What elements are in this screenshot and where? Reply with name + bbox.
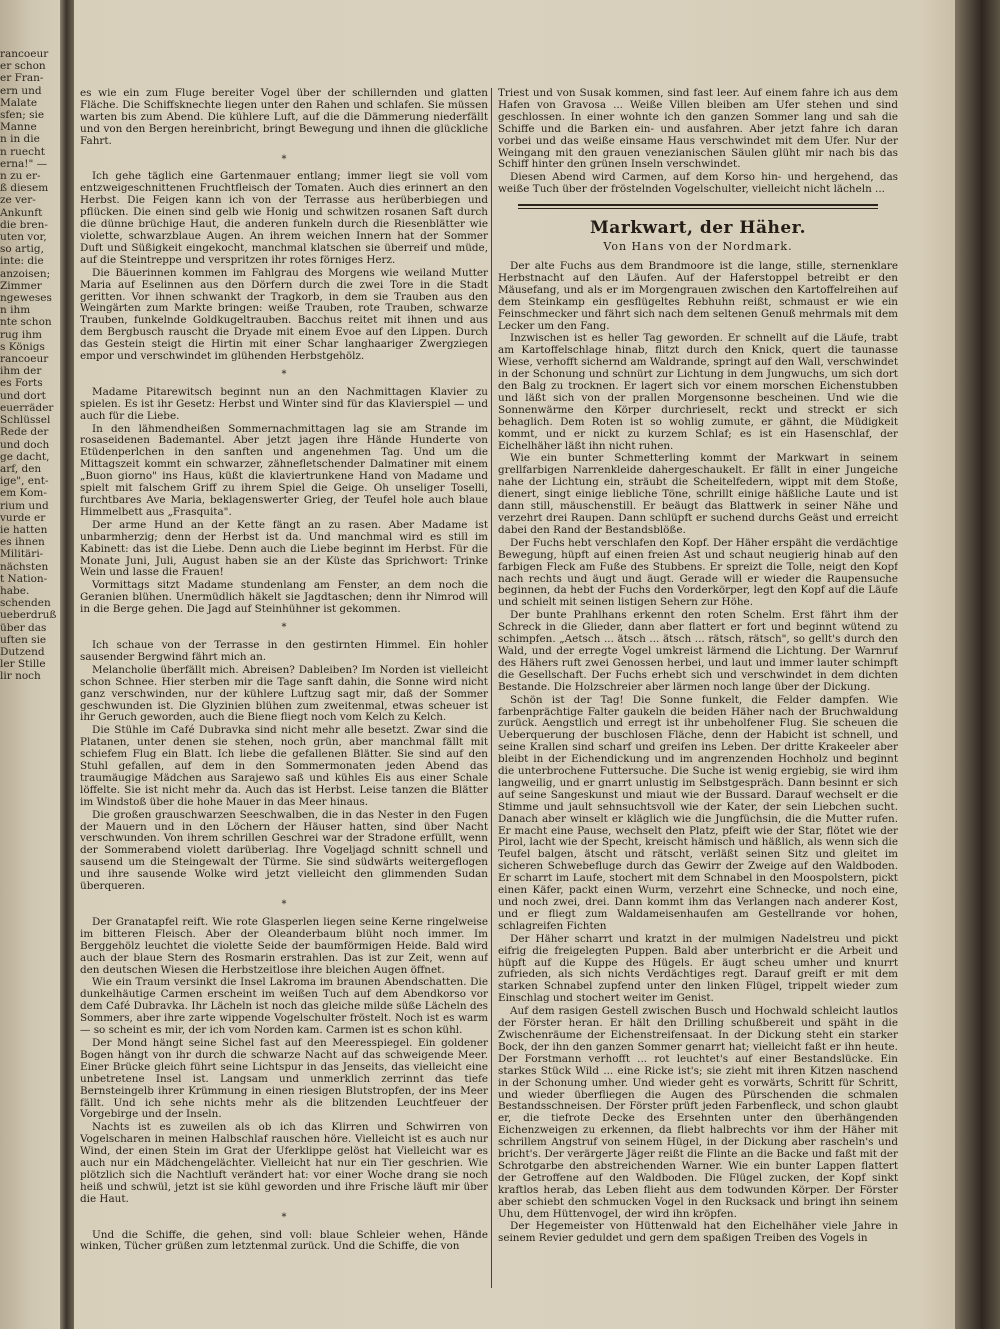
- sliver-line: inte: die: [0, 255, 44, 268]
- previous-page-sliver: [0, 48, 58, 1248]
- sliver-line: n ihm: [0, 304, 31, 317]
- paragraph: Der Fuchs hebt verschlafen den Kopf. Der Häher erspäht die verdächtige Bewegung, hüpft auf einen freien Ast und schaut neugierig hinab auf den farbigen Fleck am Fuße des Stubbens. Er spreizt die Tolle, neigt den Kopf nach rechts und äugt und äugt. Gerade will er wieder die Raupensuche beginnen, da hebt der Fuchs den Vorderkörper, legt den Kopf auf die Läufe und schielt mit seinen listigen Sehern zur Höhe.: [498, 536, 898, 609]
- sliver-line: sfen; sie: [0, 109, 45, 122]
- paragraph: Der Mond hängt seine Sichel fast auf den Meeresspiegel. Ein goldener Bogen hängt von ihr durch die schwarze Nacht auf das schweigende Meer. Einer Brücke gleich führt seine Lichtspur in das Jenseits, das vielleicht eine unbetretene Insel ist. Langsam und unmerklich zerrinnt das tiefe Bernsteingelb ihrer Krümmung in einen riesigen Blutstropfen, der ins Meer fällt. Und ich sehe nichts mehr als die blitzenden Leuchtfeuer der Vorgebirge und der Inseln.: [80, 1036, 488, 1121]
- sliver-line: Ankunft: [0, 206, 43, 219]
- sliver-line: uten vor,: [0, 231, 47, 244]
- title-rule: [518, 204, 878, 209]
- sliver-line: Zimmer: [0, 279, 42, 292]
- sliver-line: anzoisen;: [0, 267, 51, 280]
- sliver-line: s Königs: [0, 340, 45, 353]
- sliver-line: uften sie: [0, 633, 47, 646]
- sliver-line: ge dacht,: [0, 450, 50, 463]
- sliver-line: ß diesem: [0, 182, 49, 195]
- sliver-line: vurde er: [0, 511, 46, 524]
- sliver-line: nächsten: [0, 560, 49, 573]
- sliver-line: über das: [0, 621, 47, 634]
- sliver-line: rancoeur: [0, 48, 49, 60]
- paragraph: Schön ist der Tag! Die Sonne funkelt, die Felder dampfen. Wie farbenprächtige Falter gaukeln die beiden Häher nach der Bruchwaldung zurück. Aengstlich und erregt ist ihr unbeholfener Flug. Sie scheuen die Ueberquerung der buschlosen Fläche, denn der Habicht ist schnell, und seine Krallen sind scharf und greifen ins Leben. Der dritte Krakeeler aber bleibt in der Eichendickung und im angrenzenden Hochholz und beginnt die unterbrochene Futtersuche. Die Suche ist wenig ergiebig, sie wird ihm langweilig, und er gnarrt unlustig im Selbstgespräch. Dann besinnt er sich auf seine Sangeskunst und miaut wie der Bussard. Darauf wechselt er die Stimme und jault sehnsuchtsvoll wie der Kater, der sein Liebchen sucht. Danach aber winselt er kläglich wie die Jungfüchsin, die die Mutter rufen. Er macht eine Pause, wechselt den Platz, pfeift wie der Star, flötet wie der Pirol, lacht wie der Specht, kreischt hämisch und häßlich, als wenn sich die Teufel balgen, ätscht und rätscht, verläßt seinen Sitz und gleitet im sicheren Schwebefluge durch das Gewirr der Zweige auf den Waldboden. Er scharrt im Laufe, stochert mit dem Schnabel in den Moospolstern, pickt einen Käfer, packt einen Wurm, verzehrt eine Schnecke, und noch eine, und noch zwei, drei. Dann kommt ihm das Verlangen nach anderer Kost, und er fliegt zum Waldameisenhaufen am Gestellrande vor hohen, schlagreifen Fichten: [498, 693, 898, 932]
- paragraph: Nachts ist es zuweilen als ob ich das Klirren und Schwirren von Vogelscharen in meinen Halbschlaf rauschen höre. Vielleicht ist es auch nur Wind, der einen Stein im Grat der Uferklippe gelöst hat Vielleicht war es auch nur ein Mädchengelächter. Vielleicht hat nur ein Tier geschrien. Wie plötzlich sich die Nachtluft verändert hat: vor einer Woche drang sie noch heiß und schwül, jetzt ist sie kühl geworden und ihre Frische läuft mir über die Haut.: [80, 1121, 488, 1205]
- sliver-line: Rede der: [0, 426, 49, 439]
- paragraph: Diesen Abend wird Carmen, auf dem Korso hin- und hergehend, das weiße Tuch über der fröstelnden Vogelschulter, vielleicht nicht lächeln ...: [498, 171, 898, 196]
- separator-star: *: [281, 368, 287, 380]
- sliver-line: lir noch: [0, 670, 41, 683]
- sliver-line: Militäri-: [0, 548, 44, 561]
- separator-star: *: [281, 899, 287, 910]
- paragraph: Ich schaue von der Terrasse in den gestirnten Himmel. Ein hohler sausender Bergwind fährt mich an.: [80, 638, 488, 663]
- sliver-line: und doch: [0, 438, 50, 451]
- sliver-line: und dort: [0, 389, 46, 402]
- sliver-line: ueberdruß: [0, 609, 57, 622]
- sliver-line: erna!" —: [0, 157, 48, 170]
- left-column: [80, 88, 488, 1313]
- sliver-line: ern und: [0, 84, 42, 97]
- sliver-line: Manne: [0, 121, 37, 134]
- sliver-line: ihm der: [0, 365, 42, 378]
- sliver-line: rancoeur: [0, 353, 49, 366]
- sliver-line: habe.: [0, 584, 30, 597]
- sliver-line: ie hatten: [0, 523, 48, 536]
- sliver-line: Dutzend: [0, 645, 45, 658]
- paragraph: Der Häher scharrt und kratzt in der mulmigen Nadelstreu und pickt eifrig die freigelegten Puppen. Bald aber unterbricht er die Arbeit und hüpft auf die Kuppe des Hügels. Er äugt scheu umher und knurrt zufrieden, als sich nichts Verdächtiges regt. Darauf greift er mit dem starken Schnabel zupfend unter den linken Flügel, trippelt wieder zum Einschlag und stochert weiter im Genist.: [498, 932, 898, 1005]
- sliver-line: die bren-: [0, 218, 48, 231]
- paragraph: Der Hegemeister von Hüttenwald hat den Eichelhäher viele Jahre in seinem Revier geduldet und gern dem spaßigen Treiben des Vogels in: [498, 1220, 898, 1245]
- book-gutter: [60, 0, 74, 1329]
- column-divider: [491, 88, 492, 1288]
- paragraph: Der Granatapfel reift. Wie rote Glasperlen liegen seine Kerne ringelweise im bitteren Fleisch. Aber der Oleanderbaum blüht noch immer. Im Berggehölz leuchtet die violette Seide der baumförmigen Heide. Bald wird auch der blaue Stern des Rosmarin erstrahlen. Das ist zur Zeit, wenn auf den deutschen Wiesen die Herbstzeitlose ihre bleichen Augen öffnet.: [80, 915, 488, 976]
- sliver-line: t Nation-: [0, 572, 48, 585]
- sliver-line: em Kom-: [0, 487, 47, 500]
- paragraph: Die Stühle im Café Dubravka sind nicht mehr alle besetzt. Zwar sind die Platanen, unter denen sie stehen, noch grün, aber manchmal fällt mit schiefem Flug ein Blatt. Ich liebe die gefallenen Blätter. Sie sind auf den Stuhl gefallen, auf dem in den Sommermonaten jeden Abend das traumäugige Mädchen aus Sarajewo saß und kühles Eis aus einer Schale löffelte. Sie ist nicht mehr da. Auch das ist Herbst. Leise tanzen die Blätter im Windstoß über die hohe Mauer in das Meer hinaus.: [80, 724, 488, 808]
- sliver-line: rium und: [0, 499, 49, 512]
- paragraph: Inzwischen ist es heller Tag geworden. Er schnellt auf die Läufe, trabt am Kartoffelschlage hinab, flitzt durch den Knick, quert die taunasse Wiese, verhofft sichernd am Waldrande, springt auf den Wall, verschwindet in der Schonung und schnürt zur Lichtung in dem Jungwuchs, um sich dort den Balg zu trocknen. Er lagert sich vor einem morschen Eichenstubben und läßt sich von der prallen Morgensonne bescheinen. Und wie die Sonnenwärme den Körper durchrieselt, reckt und streckt er sich behaglich. Dem Roten ist so wohlig zumute, er gähnt, die Müdigkeit kommt, und er nickt zu kurzem Schlaf; es ist ein Hasenschlaf, der Eichelhäher läßt ihn nicht ruhen.: [498, 332, 898, 452]
- sliver-line: euerräder: [0, 401, 54, 414]
- article-byline: Von Hans von der Nordmark.: [603, 240, 793, 254]
- paragraph: Die Bäuerinnen kommen im Fahlgrau des Morgens wie weiland Mutter Maria auf Eselinnen aus den Dörfern durch die zwei Tore in die Stadt geritten. Vor ihnen schwankt der Tragkorb, in dem sie Trauben aus den Weingärten zum Markte bringen: weiße Trauben, rote Trauben, schwarze Trauben, funkelnde Goldkugeltrauben. Bacchus reitet mit ihnen und aus dem Bergbusch rauscht die Dryade mit einem Evoe auf den Lippen. Durch das Gestein steigt die Hirtin mit einer Schar langhaariger Zwergziegen empor und verschwindet im glühenden Herbstgehölz.: [80, 266, 488, 363]
- right-column: [498, 88, 898, 1313]
- sliver-line: er Fran-: [0, 72, 44, 85]
- paragraph: Ich gehe täglich eine Gartenmauer entlang; immer liegt sie voll vom entzweigeschnittenen Fruchtfleisch der Tomaten. Auch dies erinnert an den Herbst. Die Feigen kann ich von der Terrasse aus herüberbiegen und pflücken. Die einen sind gelb wie Honig und schwitzen rosanen Saft durch die dünne brüchige Haut, die anderen funkeln durch die Riesenblätter wie violette, schwarzblaue Augen. An ihrem weichen Innern hat der Sommer Duft und Süßigkeit eingekocht, manchmal klatschen sie überreif und müde, auf die Steintreppe und verspritzen ihr rotes förniges Herz.: [80, 170, 488, 266]
- paragraph: Der alte Fuchs aus dem Brandmoore ist die lange, stille, sternenklare Herbstnacht auf den Läufen. Auf der Haferstoppel betreibt er den Mäusefang, und als er im Morgengrauen zwischen den Kartoffelreihen auf dem Steinkamp ein gesflügeltes Rebhuhn reißt, schmaust er wie ein Feinschmecker und fährt sich nach dem seltenen Genuß mehrmals mit dem Lecker um den Fang.: [498, 259, 898, 332]
- paragraph: Und die Schiffe, die gehen, sind voll: blaue Schleier wehen, Hände winken, Tücher grüßen zum letztenmal zurück. Und die Schiffe, die von: [80, 1228, 488, 1253]
- sliver-line: ige", ent-: [0, 475, 49, 488]
- sliver-line: ze ver-: [0, 194, 36, 207]
- paragraph: Melancholie überfällt mich. Abreisen? Dableiben? Im Norden ist vielleicht schon Schnee. Hier sterben mir die Tage sanft dahin, die Sonne wird nicht ganz verschwinden, nur der kühlere Luftzug sagt mir, daß der Sommer geschwunden ist. Die Glyzinien blühen zum zweitenmal, etwas scheuer ist ihr Geruch geworden, auch die Biene fliegt noch vom Kelch zu Kelch.: [80, 663, 488, 724]
- separator-star: *: [281, 622, 287, 634]
- paragraph: Die großen grauschwarzen Seeschwalben, die in das Nester in den Fugen der Mauern und in den Löchern der Häuser hatten, sind über Nacht verschwunden. Von ihrem schrillen Geschrei war der Stradone erfüllt, wenn der Sommerabend violett darüberlag. Ihre Vogeljagd schnitt schnell und sausend um die Steingewalt der Türme. Sie sind südwärts weitergeflogen und ihre sausende Wolke wird jetzt vielleicht den glimmenden Sudan überqueren.: [80, 808, 488, 893]
- paragraph: Auf dem rasigen Gestell zwischen Busch und Hochwald schleicht lautlos der Förster heran. Er hält den Drilling schußbereit und späht in die Zwischenräume der Eichenstreifensaat. In der Dickung steht ein starker Bock, der ihn den ganzen Sommer genarrt hat; vielleicht faßt er ihn heute. Der Forstmann verhofft ... rot leuchtet's auf einer Bestandslücke. Ein starkes Stück Wild ... eine Ricke ist's; sie zieht mit ihren Kitzen naschend in der Schonung umher. Und wieder geht es vorwärts, Schritt für Schritt, und wieder überfliegen die Augen des Pürschenden die schmalen Bestandsschneisen. Der Förster prüft jeden Farbenfleck, und schon glaubt er, die tiefrote Decke des Ersehnten unter den überhängenden Eichenzweigen zu erkennen, da fliebt halbrechts vor ihm der Häher mit schrillem Angstruf von seinem Hügel, in der Dickung aber rascheln's und bricht's. Der verärgerte Jäger reißt die Flinte an die Backe und faßt mit der Schrotgarbe den abstreichenden Warner. Wie ein bunter Lappen flattert der Getroffene auf den Waldboden. Die Flügel zucken, der Kopf sinkt kraftlos herab, das Leben flieht aus dem todwunden Körper. Der Förster aber schiebt den schmucken Vogel in den Rucksack und bringt ihn seinem Uhu, dem Hüttenvogel, der wird ihn kröpfen.: [498, 1005, 898, 1220]
- paragraph: es wie ein zum Fluge bereiter Vogel über der schillernden und glatten Fläche. Die Schiffsknechte liegen unter den Rahen und schlafen. Sie müssen warten bis zum Abend. Die kühlere Luft, auf die die Dämmerung niederfällt und von den Bergen hereinbricht, bringt Bewegung und ihnen die glückliche Fahrt.: [80, 88, 488, 147]
- article-title: Markwart, der Häher.: [589, 218, 806, 239]
- sliver-line: ler Stille: [0, 658, 46, 671]
- sliver-line: rug ihm: [0, 328, 42, 341]
- sliver-line: so artig,: [0, 243, 44, 256]
- separator-star: *: [281, 1211, 287, 1223]
- separator-star: *: [281, 153, 287, 165]
- paragraph: Der arme Hund an der Kette fängt an zu rasen. Aber Madame ist unbarmherzig; denn der Herbst ist da. Und manchmal wird es still im Kabinett: das ist die Liebe. Denn auch die Liebe beginnt im Herbst. Für die Monate Juni, Juli, August haben sie an der Küste das Sprichwort: Trinke Wein und lasse die Frauen!: [80, 518, 488, 579]
- sliver-line: nte schon: [0, 316, 52, 329]
- page-edge: [955, 0, 1000, 1329]
- sliver-line: es ihnen: [0, 536, 45, 549]
- paragraph: Vormittags sitzt Madame stundenlang am Fenster, an dem noch die Geranien blühen. Unermüdlich häkelt sie Jagdtaschen; denn ihr Nimrod will in die Berge gehen. Die Jagd auf Steinhühner ist gekommen.: [80, 579, 488, 616]
- paragraph: Der bunte Prahlhans erkennt den roten Schelm. Erst fährt ihm der Schreck in die Glieder, dann aber flattert er fort und beginnt wütend zu schimpfen. „Aetsch ... ätsch ... ätsch ... rätsch, rätsch", so gellt's durch den Wald, und der erregte Vogel umkreist lärmend die Lichtung. Der Warnruf des Hähers ruft zwei Genossen herbei, und laut und immer lauter schimpft die Gesellschaft. Der Fuchs erhebt sich und verschwindet in dem dichten Bestande. Die Holzschreier aber lärmen noch lange über der Dickung.: [498, 609, 898, 693]
- paragraph: Wie ein Traum versinkt die Insel Lakroma im braunen Abendschatten. Die dunkelhäutige Carmen erscheint im weißen Tuch auf dem Abendkorso vor dem Café Dubravka. Ihr Lächeln ist noch das gleiche milde süße Lächeln des Sommers, aber ihre zarte wippende Vogelschulter fröstelt. Noch ist es warm — so scheint es mir, der ich vom Norden kam. Carmen ist es schon kühl.: [80, 976, 488, 1037]
- sliver-line: ngeweses: [0, 292, 52, 305]
- sliver-line: er schon: [0, 60, 46, 73]
- paragraph: In den lähmendheißen Sommernachmittagen lag sie am Strande im rosaseidenen Bademantel. Aber jetzt jagen ihre Hände Hunderte von Etüdenperlchen in den sanften und angenehmen Tag. Und um die Mittagszeit kommt ein schwarzer, zähnefletschender Dalmatiner mit einem „Buon giorno" ins Haus, küßt die klaviertrunkene Hand von Madame und spielt mit falschem Griff zu ihrem Spiel die Geige. Oh unseliger Toselli, furchtbares Ave Maria, beklagenswerter Grieg, der Teufel hole auch blaue Himmelbett aus „Frasquita".: [80, 422, 488, 518]
- sliver-line: n zu er-: [0, 170, 41, 183]
- sliver-line: Schlüssel: [0, 414, 51, 427]
- paragraph: Madame Pitarewitsch beginnt nun an den Nachmittagen Klavier zu spielen. Es ist ihr Gesetz: Herbst und Winter sind für das Klavierspiel — und auch für die Liebe.: [80, 385, 488, 422]
- sliver-line: es Forts: [0, 377, 43, 390]
- sliver-line: arf, den: [0, 462, 42, 475]
- sliver-line: schenden: [0, 597, 51, 610]
- sliver-line: Malate: [0, 96, 38, 109]
- sliver-line: n ruecht: [0, 145, 45, 158]
- paragraph: Wie ein bunter Schmetterling kommt der Markwart in seinem grellfarbigen Narrenkleide dahergeschaukelt. Er fällt in einer Jungeiche nahe der Lichtung ein, sträubt die Scheitelfedern, wippt mit dem Stoße, dienert, singt einige liebliche Töne, schrillt einige häßliche Laute und ist dann still, mäuschenstill. Er beäugt das Blattwerk in seiner Nähe und verzehrt drei Raupen. Dann schlüpft er suchend durchs Geäst und erreicht dabei den Rand der Bestandsblöße.: [498, 452, 898, 536]
- paragraph: Triest und von Susak kommen, sind fast leer. Auf einem fahre ich aus dem Hafen von Gravosa ... Weiße Villen bleiben am Ufer stehen und sind geschlossen. In einer wohnte ich den ganzen Sommer lang und sah die Schiffe und die Barken ein- und ausfahren. Aber jetzt fahre ich daran vorbei und das weiße einsame Haus verschwindet mit dem Ufer. Nur der Weingang mit den grauen venezianischen Säulen glüht mir nach bis das Schiff hinter den grünen Inseln verschwindet.: [498, 88, 898, 171]
- sliver-line: n in die: [0, 133, 40, 146]
